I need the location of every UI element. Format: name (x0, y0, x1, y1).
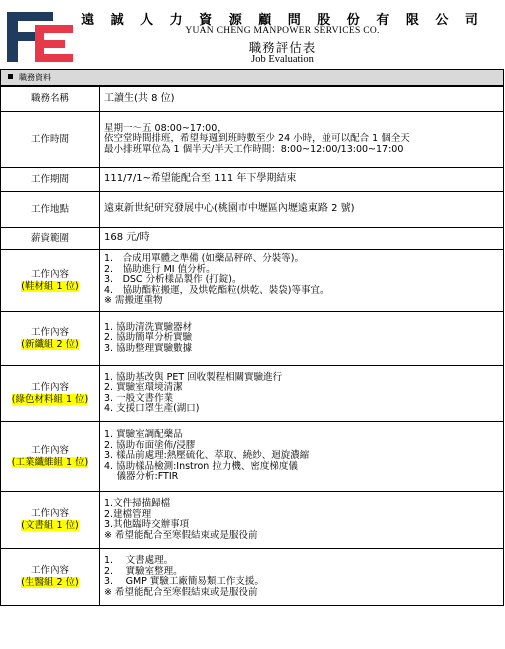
field-value-line: 1. 協助基改與 PET 回收製程相關實驗進行 (104, 371, 283, 383)
field-value-cell (100, 112, 504, 168)
document-title-en: Job Evaluation (251, 54, 314, 65)
field-value-line: 1. 實驗室調配藥品 (104, 429, 183, 441)
group-label: (工業纖維組 1 位) (11, 456, 89, 468)
field-value-line: 工讀生(共 8 位) (104, 92, 175, 104)
field-value-line: 3.其他臨時交辦事項 (104, 519, 190, 530)
field-label-cell (1, 87, 100, 112)
group-label: (生醫組 2 位) (21, 577, 79, 588)
field-value-line: 儀器分析:FTIR (104, 471, 179, 483)
table-row (1, 312, 504, 366)
field-label-cell (1, 192, 100, 228)
field-label: 工作內容 (30, 268, 69, 280)
field-value-line: 2. 實驗室環境清潔 (104, 382, 183, 393)
field-value-line: 2. 協助布面塗佈/浸膠 (104, 439, 196, 451)
field-value-cell (100, 492, 504, 549)
field-label-cell (1, 250, 100, 312)
company-name-en: YUAN CHENG MANPOWER SERVICES CO. (185, 26, 380, 36)
field-label: 職務名稱 (30, 93, 69, 104)
table-row (1, 366, 504, 422)
field-label: 工作期間 (30, 173, 69, 185)
field-value-cell (100, 87, 504, 112)
field-label-cell (1, 112, 100, 168)
field-value-cell (100, 168, 504, 192)
field-value-cell (100, 192, 504, 228)
table-row (1, 549, 504, 606)
field-value-line: 4. 協助樣品檢測:Instron 拉力機、密度梯度儀 (104, 460, 298, 472)
field-label: 薪資範圍 (30, 232, 69, 244)
table-row (1, 87, 504, 112)
field-value-cell (100, 549, 504, 606)
field-value-line: 4. 協助酯粒搬運，及烘乾酯粒(烘乾、裝袋)等事宜。 (104, 284, 330, 296)
table-row (1, 192, 504, 228)
field-value-line: ※ 需搬運重物 (104, 295, 163, 307)
field-value-line: ※ 希望能配合至寒假結束或是服役前 (104, 586, 258, 598)
field-value-line: 2. 協助簡單分析實驗 (104, 332, 193, 344)
group-label: (鞋材組 1 位) (21, 280, 79, 292)
field-value-line: 依空堂時間排班，希望每週到班時數至少 24 小時，並可以配合 1 個全天 (104, 133, 410, 145)
field-label-cell (1, 228, 100, 250)
field-label: 工作內容 (30, 444, 69, 456)
table-row (1, 492, 504, 549)
field-value-line: 1. 協助清洗實驗器材 (104, 321, 193, 333)
field-value-cell (100, 312, 504, 366)
field-value-line: 3. 協助整理實驗數據 (104, 342, 193, 354)
field-label: 工作內容 (30, 508, 69, 519)
table-row (1, 228, 504, 250)
field-value-line: 2. 協助進行 MI 值分析。 (104, 263, 216, 275)
field-value-line: 1. 合成用單體之準備 (如藥品秤碎、分裝等)。 (104, 253, 304, 265)
field-value-cell (100, 250, 504, 312)
field-value-line: 168 元/時 (104, 232, 150, 244)
group-label: (新纖組 2 位) (21, 338, 79, 350)
field-value-line: 1. 文書處理。 (104, 555, 174, 566)
section-title: 職務資料 (19, 73, 51, 82)
field-value-line: 3. 一般文書作業 (104, 392, 174, 404)
field-value-line: 111/7/1~希望能配合至 111 年下學期結束 (104, 173, 297, 185)
field-value-line: 4. 支援口罩生產(湖口) (104, 403, 200, 414)
table-row (1, 112, 504, 168)
field-value-line: 2. 實驗室整理。 (104, 565, 183, 577)
table-row (1, 422, 504, 492)
field-label: 工作內容 (30, 326, 69, 338)
field-value-line: 3. DSC 分析樣品製作 (打錠)。 (104, 274, 242, 286)
field-value-cell (100, 228, 504, 250)
field-label-cell (1, 312, 100, 366)
field-label-cell (1, 366, 100, 422)
group-label: (文書組 1 位) (21, 520, 79, 531)
table-row (1, 250, 504, 312)
field-label: 工作地點 (30, 203, 69, 215)
document-title-zh: 職務評估表 (248, 40, 317, 55)
field-value-line: ※ 希望能配合至寒假結束或是服役前 (104, 529, 258, 541)
field-value-line: 3. GMP 實驗工廠簡易類工作支援。 (104, 576, 264, 587)
field-value-line: 星期一～五 08:00~17:00， (104, 122, 227, 134)
job-info-table (0, 86, 504, 606)
field-value-line: 2.建檔管理 (104, 508, 152, 520)
field-label: 工作內容 (30, 381, 69, 393)
field-label: 工作內容 (30, 565, 69, 576)
section-header (0, 69, 504, 86)
field-value-cell (100, 366, 504, 422)
field-label: 工作時間 (30, 133, 69, 145)
field-label-cell (1, 422, 100, 492)
field-value-line: 遠東新世紀研究發展中心(桃園市中壢區內壢遠東路 2 號) (104, 203, 355, 215)
field-label-cell (1, 168, 100, 192)
field-value-line: 1.文件掃描歸檔 (104, 498, 171, 509)
field-value-line: 3. 樣品前處理:熱壓硫化、萃取、繞紗、迴旋濃縮 (104, 450, 310, 462)
field-label-cell (1, 549, 100, 606)
company-name-zh: 遠 誠 人 力 資 源 顧 問 股 份 有 限 公 司 (81, 13, 484, 28)
bullet-square-icon (8, 74, 13, 79)
field-value-line: 最小排班單位為 1 個半天/半天工作時間：8:00~12:00/13:00~17:00 (104, 143, 404, 155)
field-label-cell (1, 492, 100, 549)
field-value-cell (100, 422, 504, 492)
table-row (1, 168, 504, 192)
group-label: (綠色材料組 1 位) (11, 393, 89, 405)
